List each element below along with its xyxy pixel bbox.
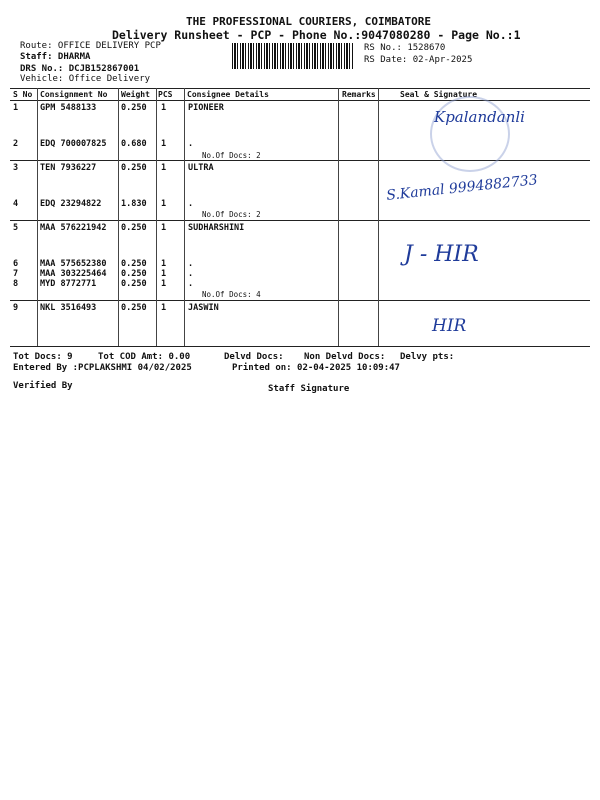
row-sno: 8 xyxy=(13,279,19,289)
handwritten-signature: S.Kamal 9994882733 xyxy=(385,172,539,204)
col-divider xyxy=(118,88,119,346)
vehicle-label: Vehicle: Office Delivery xyxy=(20,74,151,84)
row-weight: 0.250 xyxy=(121,269,147,279)
printed-on: Printed on: 02-04-2025 10:09:47 xyxy=(232,363,400,373)
row-consignee: . xyxy=(188,139,194,149)
row-sno: 6 xyxy=(13,259,19,269)
row-pcs: 1 xyxy=(161,269,167,279)
row-consignee: JASWIN xyxy=(188,303,219,313)
row-pcs: 1 xyxy=(161,223,167,233)
col-divider xyxy=(184,88,185,346)
row-pcs: 1 xyxy=(161,303,167,313)
col-divider xyxy=(156,88,157,346)
row-pcs: 1 xyxy=(161,279,167,289)
row-sno: 9 xyxy=(13,303,19,313)
handwritten-signature: J - HIR xyxy=(404,242,479,267)
company-name: THE PROFESSIONAL COURIERS, COIMBATORE xyxy=(186,15,432,28)
row-weight: 0.250 xyxy=(121,223,147,233)
col-divider xyxy=(338,88,339,346)
row-consignment-no: MAA 575652380 xyxy=(40,259,107,269)
total-docs: Tot Docs: 9 xyxy=(13,352,73,362)
delivery-points: Delvy pts: xyxy=(400,352,455,362)
row-consignment-no: TEN 7936227 xyxy=(40,163,97,173)
col-divider xyxy=(378,88,379,346)
docs-count: No.Of Docs: 2 xyxy=(202,151,261,160)
row-weight: 0.250 xyxy=(121,103,147,113)
handwritten-signature: HIR xyxy=(432,316,467,336)
table-bottom-rule xyxy=(10,346,590,347)
row-weight: 1.830 xyxy=(121,199,147,209)
row-pcs: 1 xyxy=(161,199,167,209)
row-weight: 0.250 xyxy=(121,163,147,173)
row-pcs: 1 xyxy=(161,259,167,269)
row-consignment-no: GPM 5488133 xyxy=(40,103,97,113)
col-header-consignment: Consignment No xyxy=(40,90,108,99)
col-divider xyxy=(37,88,38,346)
row-sno: 4 xyxy=(13,199,19,209)
row-sno: 5 xyxy=(13,223,19,233)
row-consignee: PIONEER xyxy=(188,103,224,113)
delivered-docs: Delvd Docs: xyxy=(224,352,284,362)
row-weight: 0.250 xyxy=(121,279,147,289)
row-consignment-no: NKL 3516493 xyxy=(40,303,97,313)
row-consignment-no: EDQ 23294822 xyxy=(40,199,102,209)
row-weight: 0.250 xyxy=(121,259,147,269)
staff-label: Staff: DHARMA xyxy=(20,52,91,62)
row-sno: 3 xyxy=(13,163,19,173)
row-consignment-no: MYD 8772771 xyxy=(40,279,97,289)
row-consignee: . xyxy=(188,199,194,209)
col-header-weight: Weight xyxy=(121,90,150,99)
row-consignee: . xyxy=(188,269,194,279)
row-weight: 0.680 xyxy=(121,139,147,149)
rs-number: RS No.: 1528670 xyxy=(364,43,446,53)
row-sno: 7 xyxy=(13,269,19,279)
row-divider xyxy=(10,220,590,221)
row-divider xyxy=(10,160,590,161)
barcode xyxy=(232,43,354,69)
row-consignment-no: MAA 303225464 xyxy=(40,269,107,279)
staff-signature: Staff Signature xyxy=(268,384,350,394)
row-pcs: 1 xyxy=(161,163,167,173)
row-consignee: . xyxy=(188,259,194,269)
table-header-rule xyxy=(10,100,590,101)
row-consignee: ULTRA xyxy=(188,163,214,173)
col-header-sno: S No xyxy=(13,90,33,99)
drs-number: DRS No.: DCJB152867001 xyxy=(20,64,140,74)
col-header-remarks: Remarks xyxy=(342,90,376,99)
verified-by: Verified By xyxy=(13,381,73,391)
row-sno: 1 xyxy=(13,103,19,113)
handwritten-signature: Kpalandanli xyxy=(434,108,525,126)
non-delivered-docs: Non Delvd Docs: xyxy=(304,352,386,362)
route-label: Route: OFFICE DELIVERY PCP xyxy=(20,41,161,51)
row-divider xyxy=(10,300,590,301)
col-header-seal-signature: Seal & Signature xyxy=(400,90,478,99)
row-pcs: 1 xyxy=(161,103,167,113)
row-weight: 0.250 xyxy=(121,303,147,313)
col-header-pcs: PCS xyxy=(158,90,173,99)
row-consignment-no: EDQ 700007825 xyxy=(40,139,107,149)
col-header-consignee: Consignee Details xyxy=(187,90,269,99)
total-cod-amount: Tot COD Amt: 0.00 xyxy=(98,352,191,362)
rs-date: RS Date: 02-Apr-2025 xyxy=(364,55,473,65)
table-top-rule xyxy=(10,88,590,89)
row-consignment-no: MAA 576221942 xyxy=(40,223,107,233)
row-consignee: . xyxy=(188,279,194,289)
row-sno: 2 xyxy=(13,139,19,149)
row-pcs: 1 xyxy=(161,139,167,149)
docs-count: No.Of Docs: 4 xyxy=(202,290,261,299)
docs-count: No.Of Docs: 2 xyxy=(202,210,261,219)
runsheet-subtitle: Delivery Runsheet - PCP - Phone No.:9047080280 - Page No.:1 xyxy=(112,28,521,42)
entered-by: Entered By :PCPLAKSHMI 04/02/2025 xyxy=(13,363,192,373)
row-consignee: SUDHARSHINI xyxy=(188,223,245,233)
